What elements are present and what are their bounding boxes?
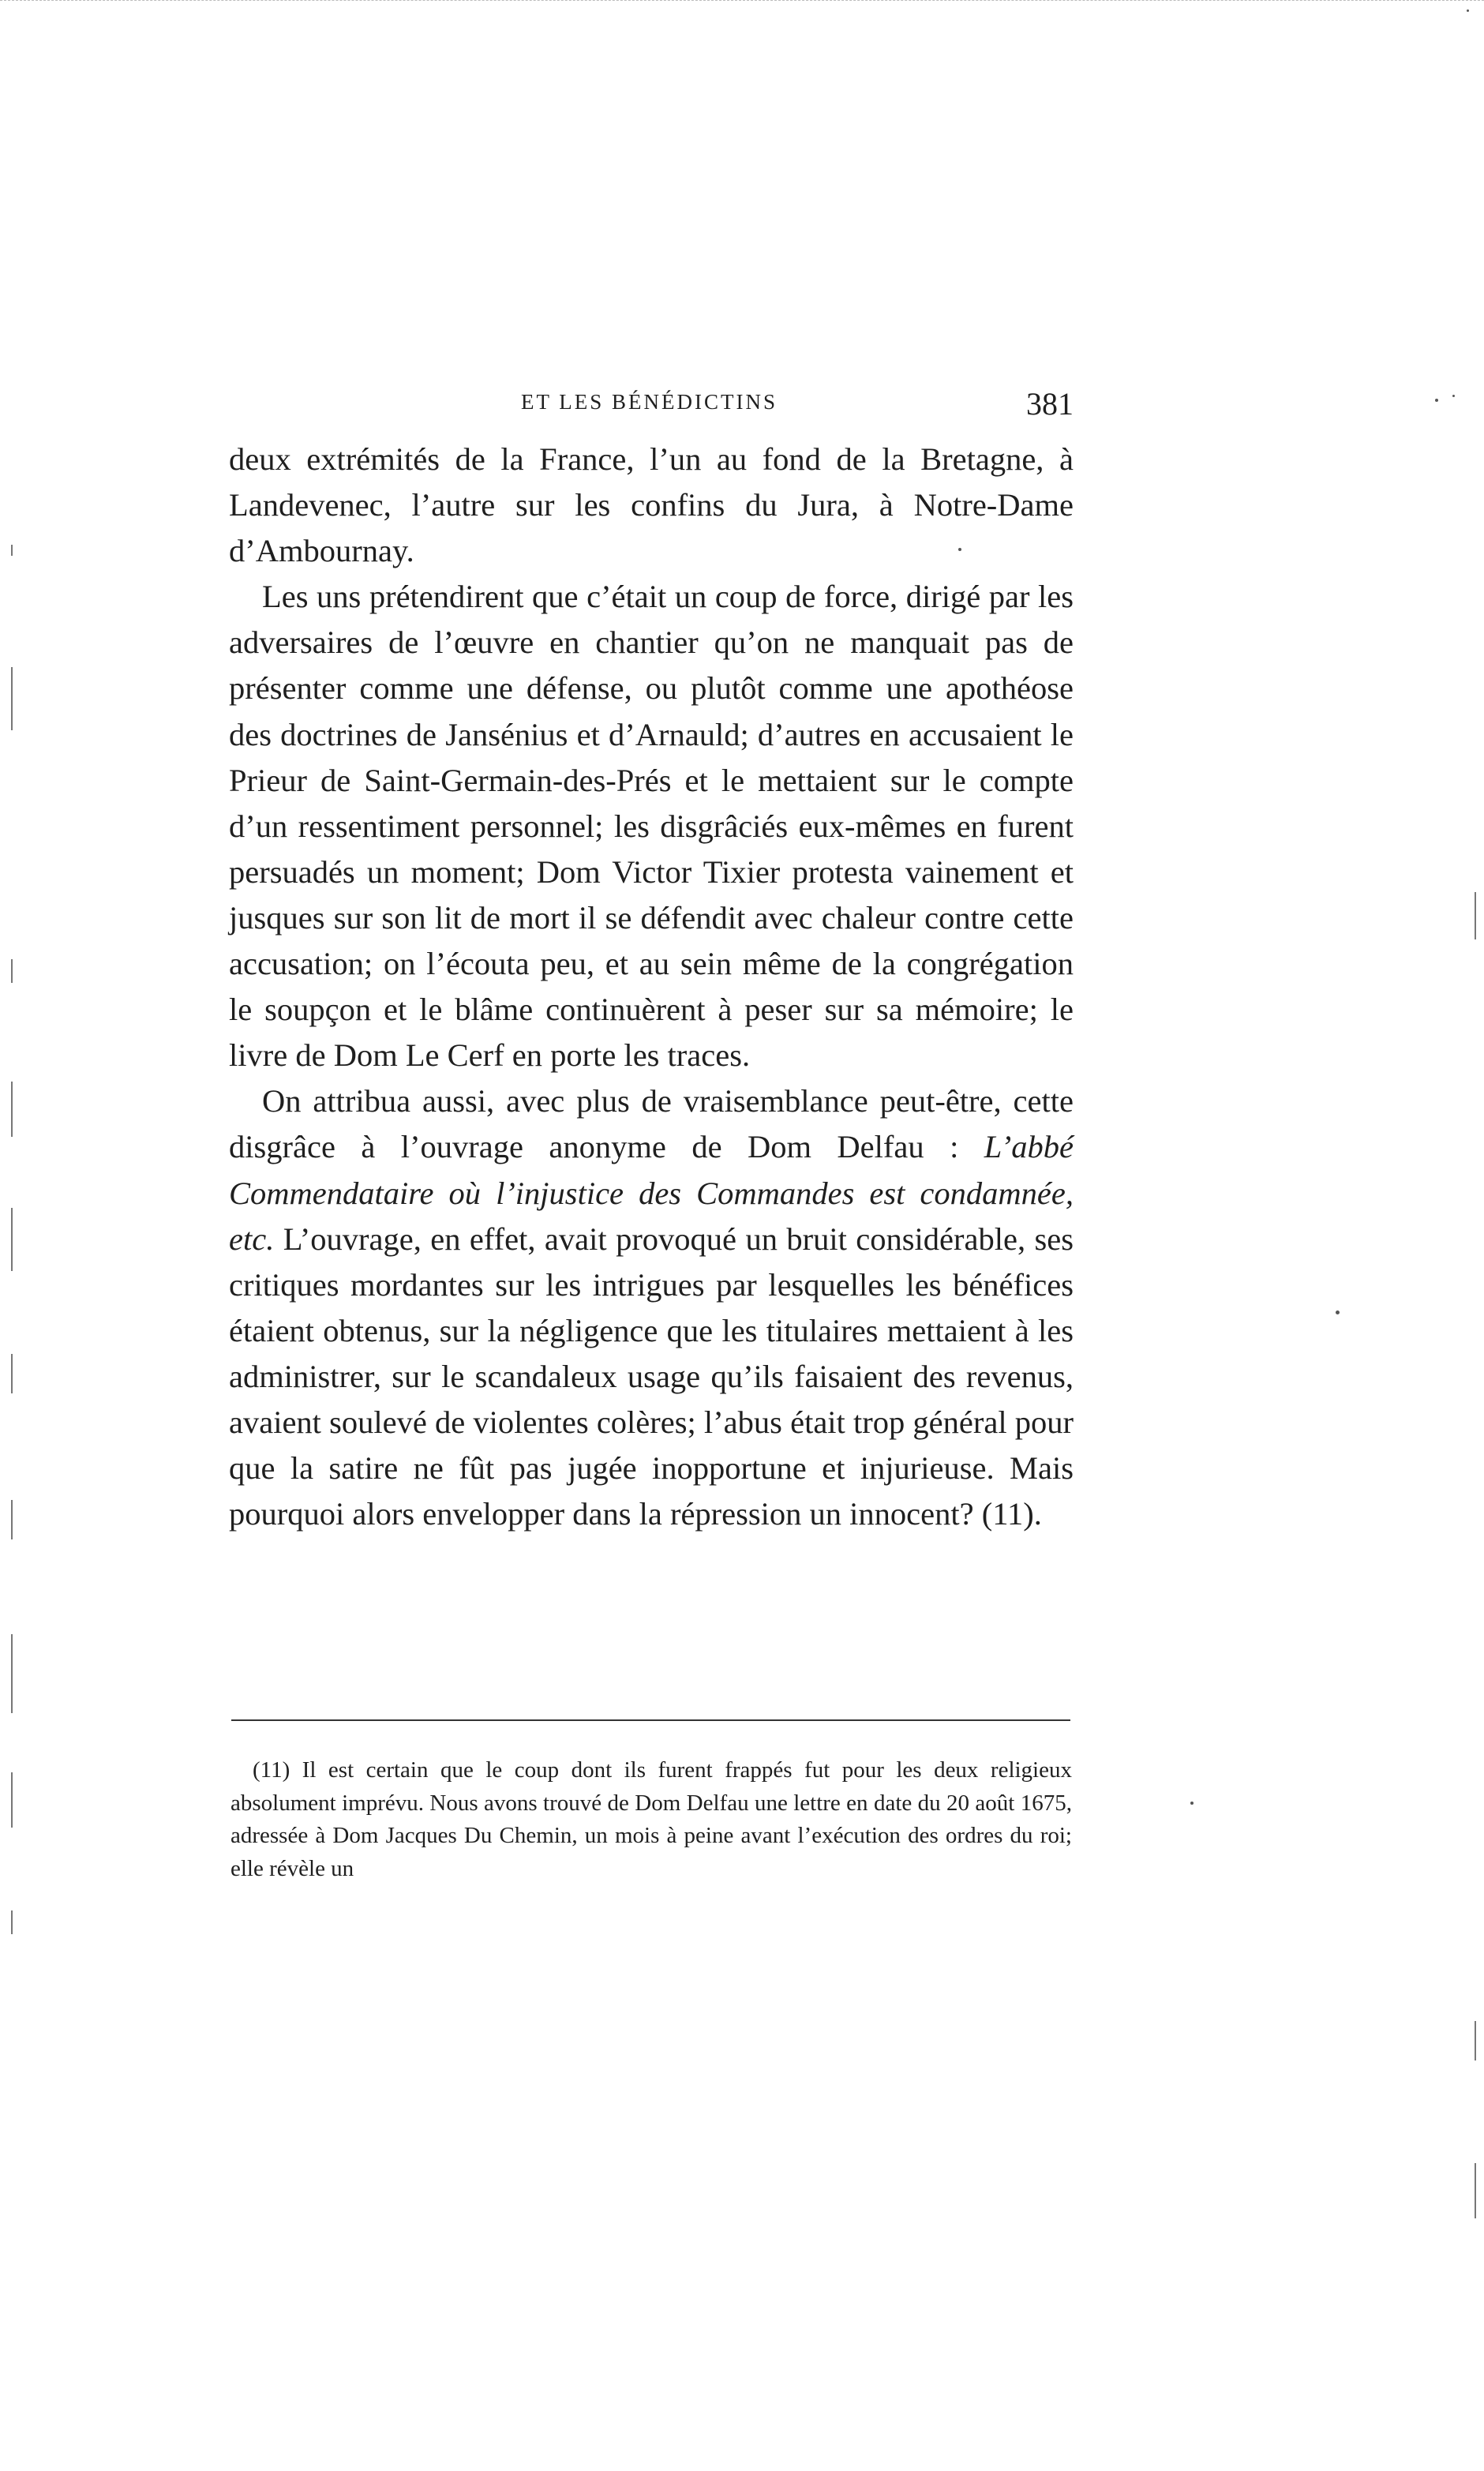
scan-speck (958, 548, 961, 551)
scan-speck (1435, 399, 1438, 402)
running-title: ET LES BÉNÉDICTINS (521, 390, 778, 414)
footnote: (11) Il est certain que le coup dont ils furent frappés fut pour les deux religieux absolument imprévu. Nous avons trouvé de Dom Delfau une lettre en date du 20 août 1675, adressée à Dom Jacques Du Chemin, un mois à peine avant l’exécution des ordres du roi; elle révèle un (230, 1757, 1072, 1881)
page-header (229, 385, 1074, 433)
scan-mark (11, 1910, 13, 1934)
paragraph-1: deux extrémités de la France, l’un au fond de la Bretagne, à Landevenec, l’autre sur les confins du Jura, à Notre-Dame d’Ambournay. (229, 441, 1074, 569)
scan-speck (1452, 395, 1455, 397)
scan-mark (11, 545, 13, 556)
scan-speck (1467, 9, 1469, 12)
scan-mark (11, 1772, 13, 1828)
scan-mark (11, 1082, 13, 1137)
scan-mark (1475, 2163, 1476, 2218)
book-title-italic: L’abbé Commendataire où l’injustice des Commandes est condamnée, etc. (229, 1129, 1074, 1257)
scan-speck (1190, 1802, 1194, 1805)
body-text (229, 437, 1074, 1537)
scan-mark (11, 959, 13, 983)
page-number: 381 (1026, 386, 1074, 422)
scan-mark (11, 1354, 13, 1393)
scan-mark (11, 1208, 13, 1271)
top-edge-border (0, 0, 1484, 3)
paragraph-2: Les uns prétendirent que c’était un coup de force, dirigé par les adversaires de l’œuvre en chantier qu’on ne manquait pas de présenter comme une défense, ou plutôt comme une apothéose des doctrines de Jansénius et d’Arnauld; d’autres en accusaient le Prieur de Saint-Germain-des-Prés et le mettaient sur le compte d’un ressentiment personnel; les disgrâciés eux-mêmes en furent persuadés un moment; Dom Victor Tixier protesta vainement et jusques sur son lit de mort il se défendit avec chaleur contre cette accusation; on l’écouta peu, et au sein même de la congrégation le soupçon et le blâme continuèrent à peser sur sa mémoire; le livre de Dom Le Cerf en porte les traces. (229, 579, 1074, 1074)
scan-mark (11, 1634, 13, 1713)
paragraph-3-intro: On attribua aussi, avec plus de vraisemblance peut-être, cette disgrâce à l’ouvrage anonyme de Dom Delfau : (229, 1083, 1074, 1165)
paragraph-3 (229, 1078, 1074, 1537)
paragraph-3-rest: L’ouvrage, en effet, avait provoqué un bruit considérable, ses critiques mordantes sur les intrigues par lesquelles les bénéfices étaient obtenus, sur la négligence que les titulaires mettaient à les administrer, sur le scandaleux usage qu’ils faisaient des revenus, avaient soulevé de violentes colères; l’abus était trop général pour que la satire ne fût pas jugée inopportune et injurieuse. Mais pourquoi alors envelopper dans la répression un innocent? (11). (229, 1221, 1074, 1532)
scan-mark (11, 667, 13, 730)
scan-mark (1475, 2021, 1476, 2060)
scan-speck (1336, 1310, 1340, 1314)
scan-mark (11, 1500, 13, 1539)
footnote-rule (231, 1719, 1070, 1721)
scan-mark (1475, 892, 1476, 939)
